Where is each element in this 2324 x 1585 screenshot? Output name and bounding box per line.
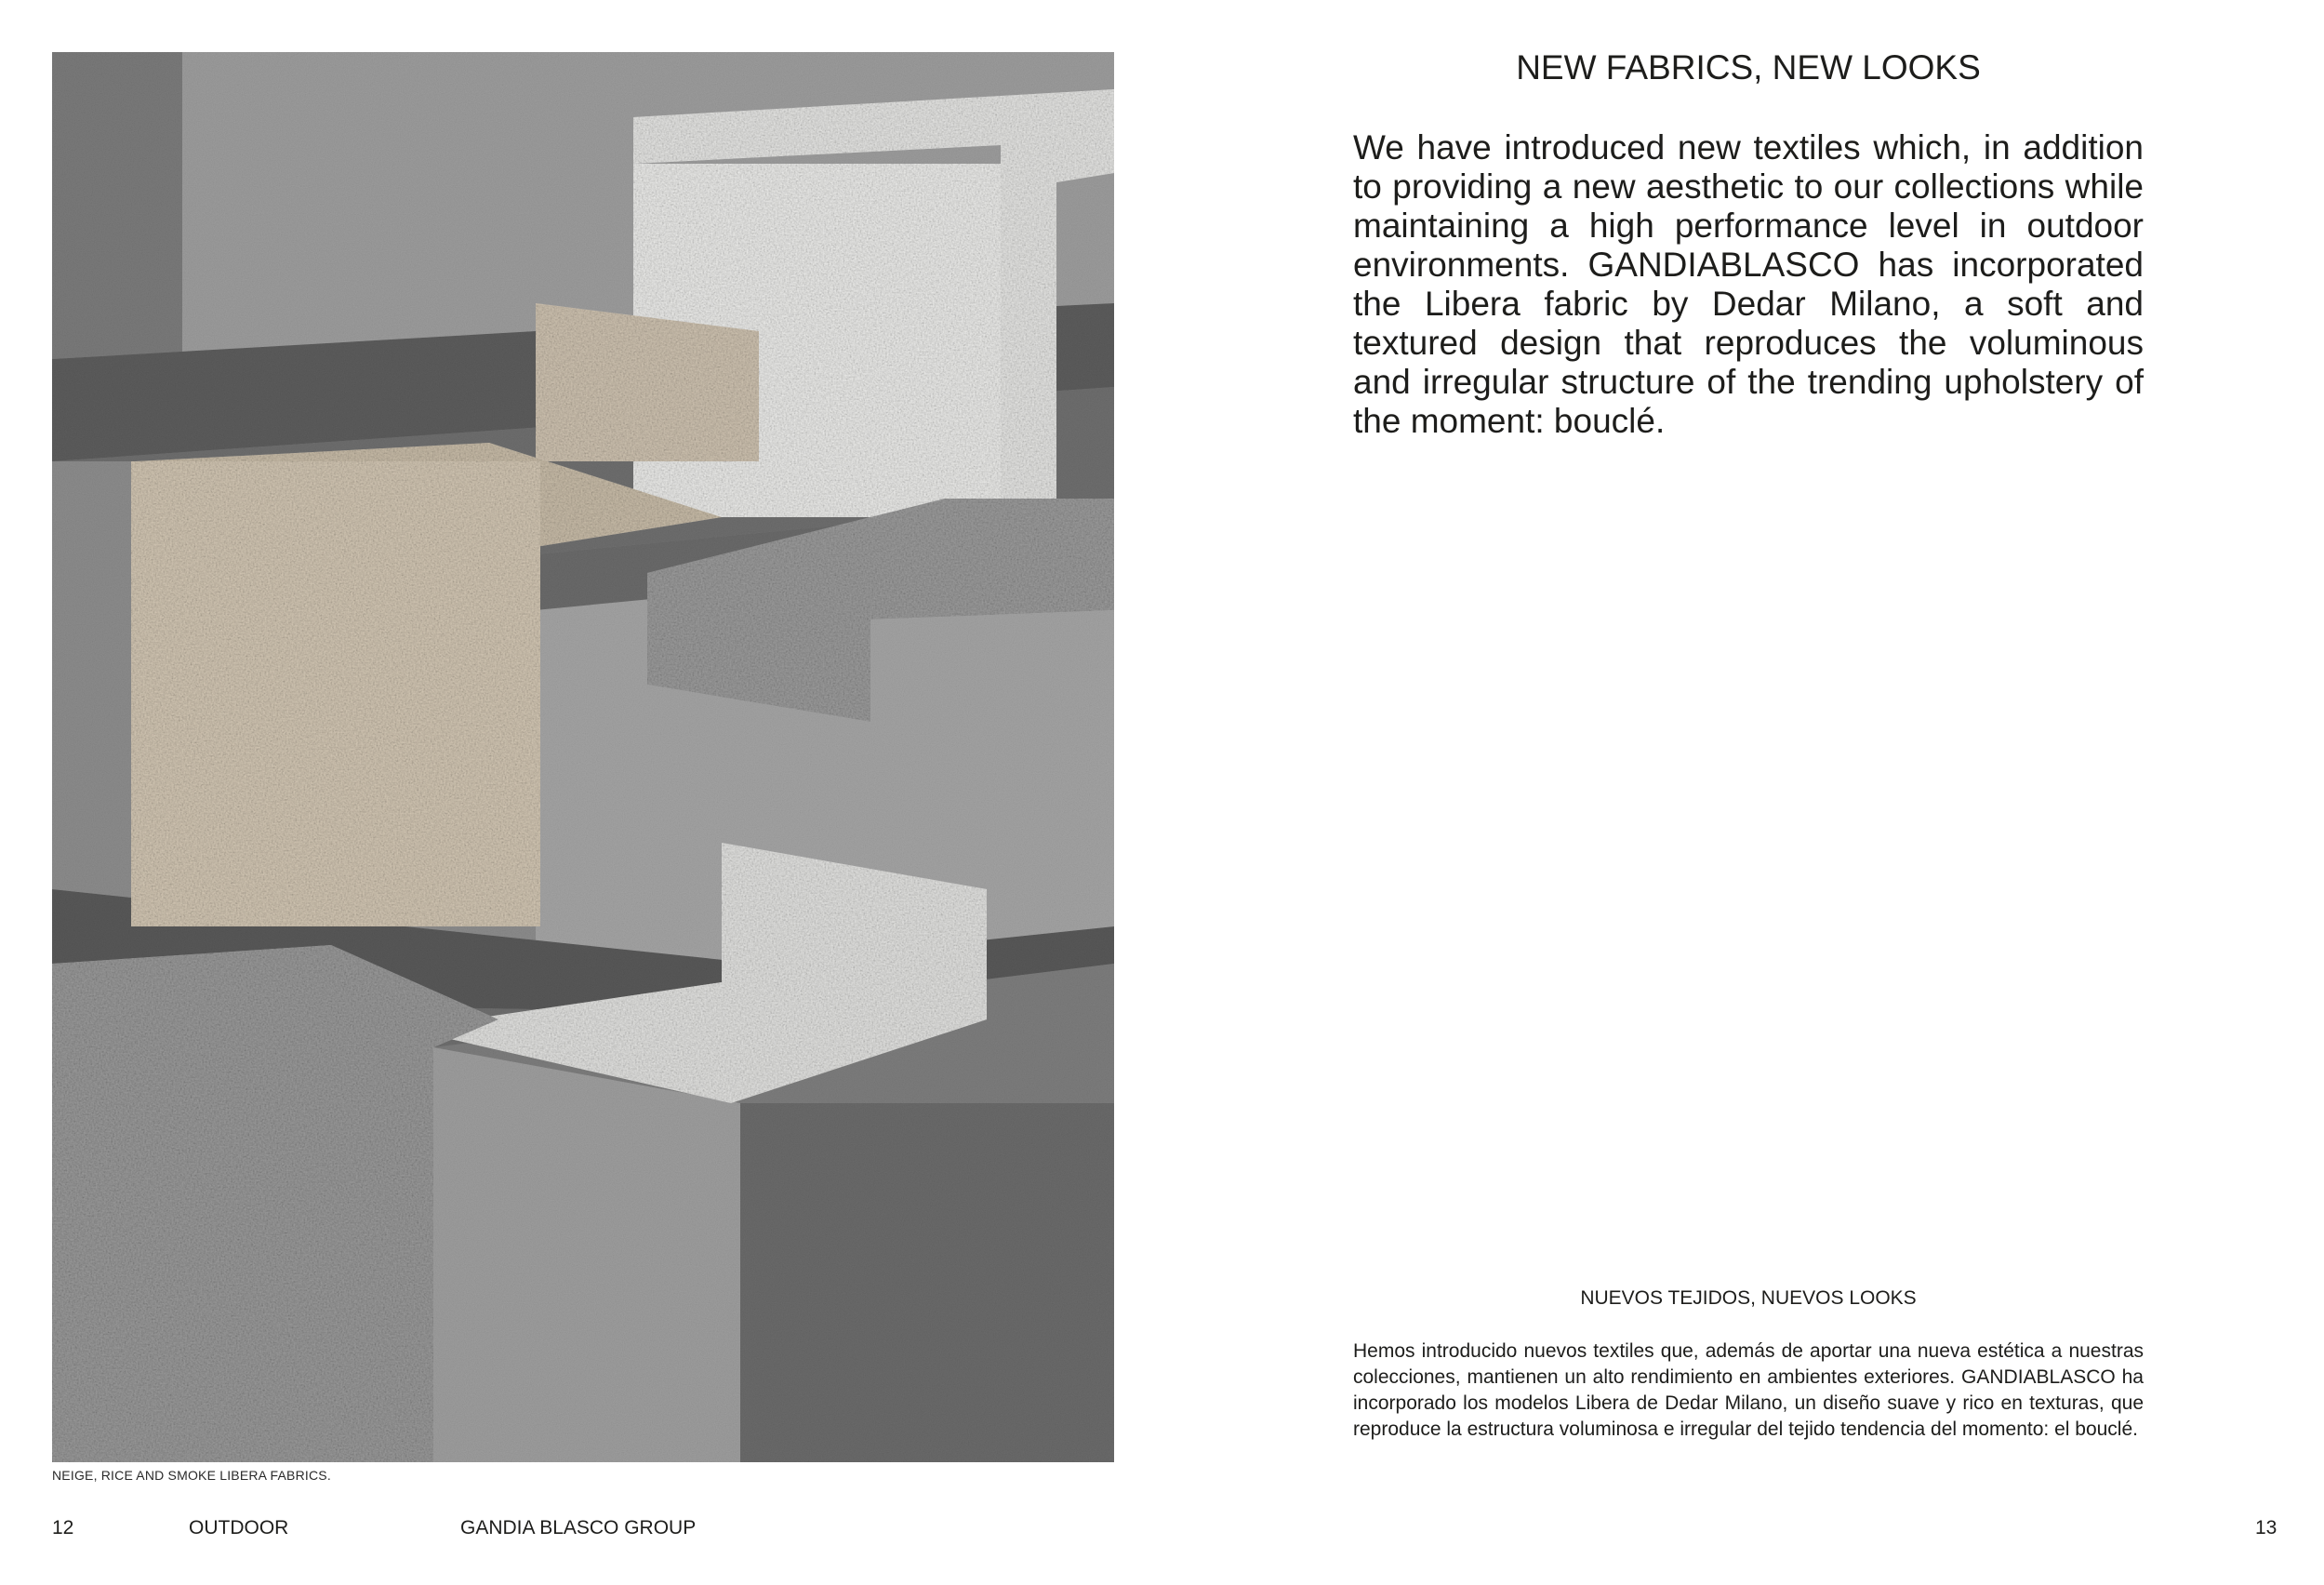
spanish-body: Hemos introducido nuevos textiles que, además de aportar una nueva estética a nuestras colecciones, mantienen un alto rendimiento en ambientes exteriores. GANDIABLASCO ha incorporado los modelos Libera de Dedar Milano, un diseño suave y rico en texturas, que reproduce la estructura voluminosa e irregular del tejido tendencia del momento: el bouclé. xyxy=(1353,1340,2144,1440)
page-number-right: 13 xyxy=(2255,1517,2278,1538)
footer-brand: GANDIA BLASCO GROUP xyxy=(460,1517,697,1538)
page-number-left: 12 xyxy=(52,1517,74,1538)
english-body: We have introduced new textiles which, in addition to providing a new aesthetic to our collections while maintaining a high performance level in outdoor environments. GANDIABLASCO has incorporated the Libera fabric by Dedar Milano, a soft and textured design that reproduces the voluminous and irregular structure of the trending upholstery of the moment: bouclé. xyxy=(1353,128,2144,440)
fabric-photo xyxy=(52,52,1114,1462)
footer-section: OUTDOOR xyxy=(189,1517,289,1538)
concrete-steps-with-fabric-swatches-photo xyxy=(52,52,1114,1462)
english-title: NEW FABRICS, NEW LOOKS xyxy=(1516,48,1981,87)
spanish-title: NUEVOS TEJIDOS, NUEVOS LOOKS xyxy=(1580,1287,1917,1309)
photo-caption: NEIGE, RICE AND SMOKE LIBERA FABRICS. xyxy=(52,1468,331,1483)
